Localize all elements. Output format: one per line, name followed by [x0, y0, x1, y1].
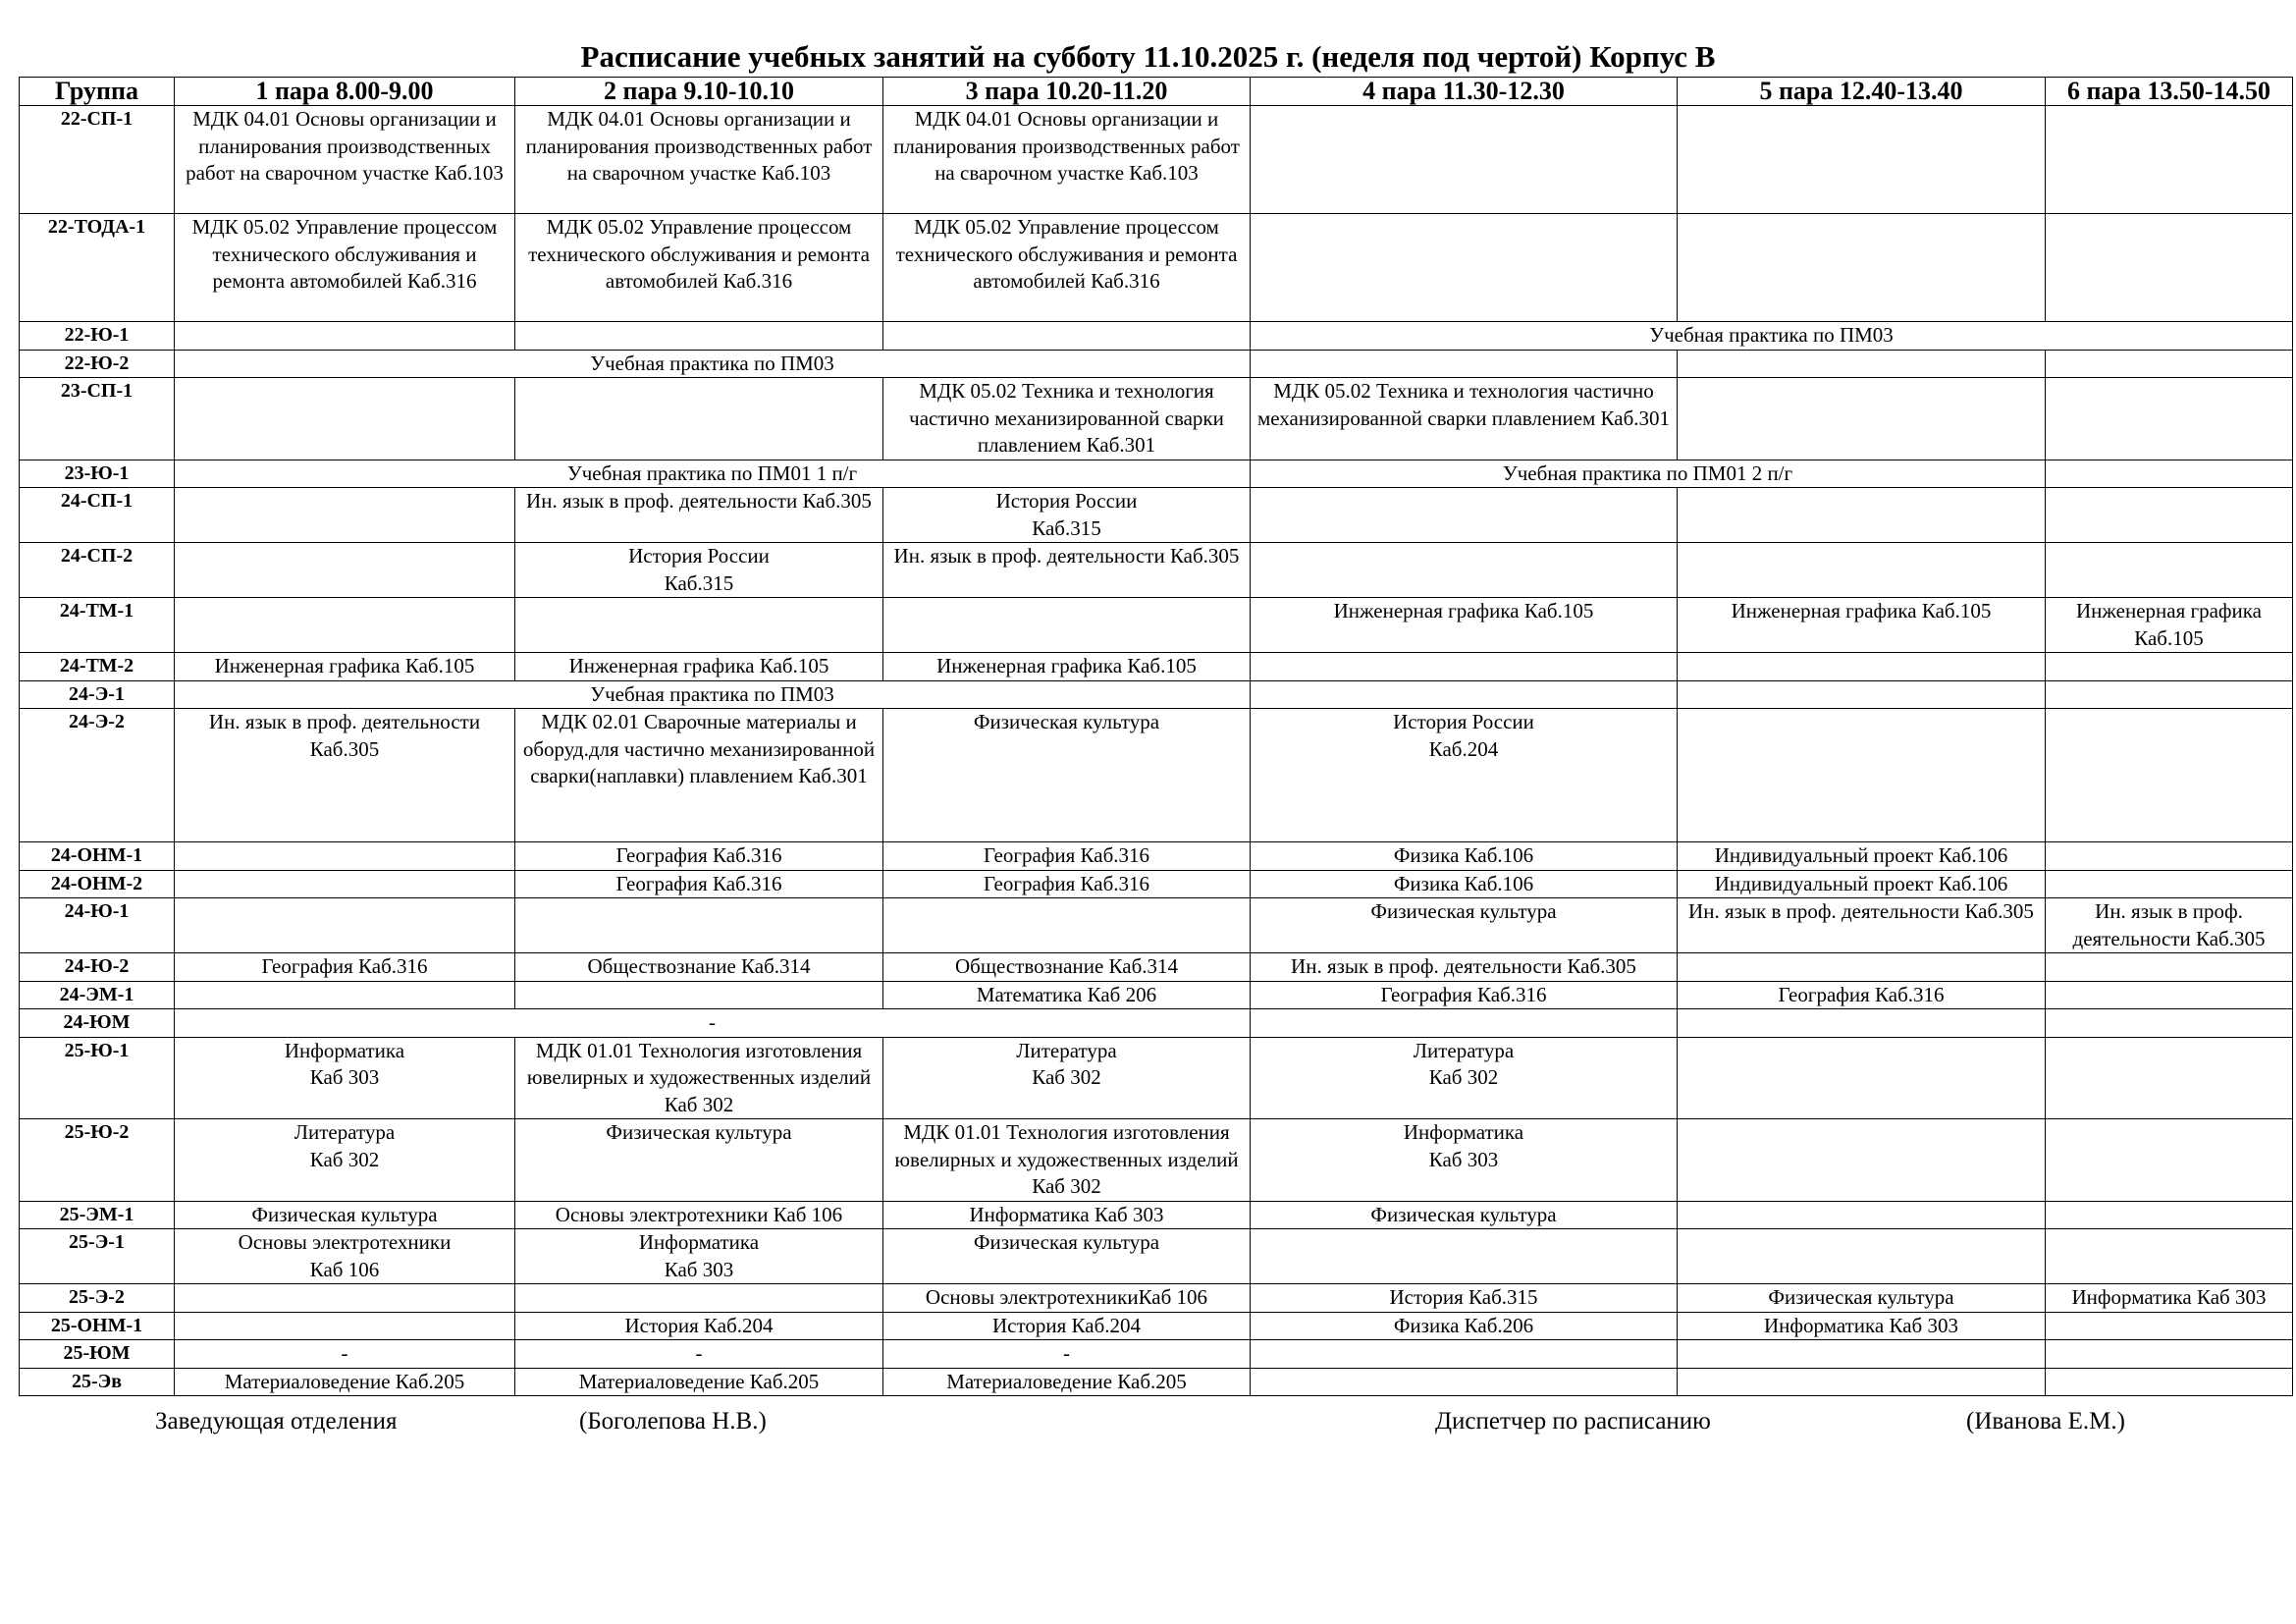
lesson-cell	[515, 898, 883, 953]
lesson-cell: История Каб.315	[1251, 1284, 1678, 1313]
lesson-cell: Ин. язык в проф. деятельности Каб.305	[1678, 898, 2046, 953]
lesson-cell: Информатика Каб 303	[1678, 1312, 2046, 1340]
lesson-cell: МДК 05.02 Управление процессом технического обслуживания и ремонта автомобилей Каб.316	[175, 214, 515, 322]
table-row	[20, 870, 2293, 898]
lesson-cell	[2046, 488, 2293, 543]
lesson-cell: Физика Каб.206	[1251, 1312, 1678, 1340]
lesson-cell: Ин. язык в проф. деятельности Каб.305	[515, 488, 883, 543]
lesson-cell: Физическая культура	[1251, 1201, 1678, 1229]
table-row	[20, 709, 2293, 842]
table-row	[20, 543, 2293, 598]
lesson-cell: МДК 05.02 Управление процессом технического обслуживания и ремонта автомобилей Каб.316	[883, 214, 1251, 322]
lesson-cell	[1678, 350, 2046, 378]
header-period-5: 5 пара 12.40-13.40	[1678, 78, 2046, 106]
lesson-cell: Физическая культура	[175, 1201, 515, 1229]
lesson-cell	[515, 378, 883, 460]
lesson-cell: Физика Каб.106	[1251, 842, 1678, 871]
group-cell: 23-СП-1	[20, 378, 175, 460]
lesson-cell	[2046, 214, 2293, 322]
group-cell: 25-Э-2	[20, 1284, 175, 1313]
table-row	[20, 1312, 2293, 1340]
lesson-cell: Индивидуальный проект Каб.106	[1678, 842, 2046, 871]
lesson-cell: -	[175, 1009, 1251, 1038]
schedule-body	[20, 106, 2293, 1396]
lesson-cell: Учебная практика по ПМ03	[1251, 322, 2293, 351]
lesson-cell: География Каб.316	[515, 870, 883, 898]
group-cell: 24-Ю-1	[20, 898, 175, 953]
table-row	[20, 1368, 2293, 1396]
lesson-cell	[175, 488, 515, 543]
lesson-cell	[175, 378, 515, 460]
lesson-cell: МДК 05.02 Управление процессом технического обслуживания и ремонта автомобилей Каб.316	[515, 214, 883, 322]
lesson-cell: География Каб.316	[1251, 981, 1678, 1009]
lesson-cell	[1251, 350, 1678, 378]
table-row	[20, 680, 2293, 709]
table-row	[20, 842, 2293, 871]
lesson-cell	[2046, 350, 2293, 378]
group-cell: 24-ОНМ-2	[20, 870, 175, 898]
lesson-cell	[1678, 1229, 2046, 1284]
lesson-cell: -	[883, 1340, 1251, 1369]
lesson-cell: Учебная практика по ПМ01 2 п/г	[1251, 460, 2046, 488]
lesson-cell: География Каб.316	[883, 842, 1251, 871]
lesson-cell	[2046, 1340, 2293, 1369]
header-period-3: 3 пара 10.20-11.20	[883, 78, 1251, 106]
lesson-cell: Материаловедение Каб.205	[515, 1368, 883, 1396]
lesson-cell: Учебная практика по ПМ03	[175, 680, 1251, 709]
lesson-cell	[1678, 953, 2046, 982]
lesson-cell: Физическая культура	[1678, 1284, 2046, 1313]
lesson-cell: -	[175, 1340, 515, 1369]
lesson-cell	[175, 543, 515, 598]
lesson-cell	[515, 1284, 883, 1313]
lesson-cell	[175, 981, 515, 1009]
lesson-cell: Инженерная графика Каб.105	[2046, 598, 2293, 653]
lesson-cell: Инженерная графика Каб.105	[1251, 598, 1678, 653]
lesson-cell: Ин. язык в проф. деятельности Каб.305	[883, 543, 1251, 598]
lesson-cell	[1251, 653, 1678, 681]
lesson-cell: МДК 04.01 Основы организации и планирования производственных работ на сварочном участке Каб.103	[883, 106, 1251, 214]
lesson-cell: МДК 05.02 Техника и технология частично механизированной сварки плавлением Каб.301	[883, 378, 1251, 460]
lesson-cell	[2046, 543, 2293, 598]
lesson-cell: История России Каб.315	[515, 543, 883, 598]
table-row	[20, 598, 2293, 653]
table-row	[20, 1284, 2293, 1313]
lesson-cell	[175, 870, 515, 898]
dispatcher-name: (Иванова Е.М.)	[1966, 1408, 2125, 1435]
header-period-6: 6 пара 13.50-14.50	[2046, 78, 2293, 106]
lesson-cell	[515, 322, 883, 351]
lesson-cell: Литература Каб 302	[1251, 1037, 1678, 1119]
group-cell: 24-ОНМ-1	[20, 842, 175, 871]
lesson-cell	[1251, 214, 1678, 322]
lesson-cell	[1251, 1340, 1678, 1369]
lesson-cell: Физическая культура	[1251, 898, 1678, 953]
lesson-cell: Основы электротехники Каб 106	[175, 1229, 515, 1284]
lesson-cell	[1251, 106, 1678, 214]
table-row	[20, 214, 2293, 322]
lesson-cell	[1251, 680, 1678, 709]
lesson-cell: Физика Каб.106	[1251, 870, 1678, 898]
lesson-cell: МДК 04.01 Основы организации и планирования производственных работ на сварочном участке Каб.103	[515, 106, 883, 214]
lesson-cell: -	[515, 1340, 883, 1369]
group-cell: 24-ЮМ	[20, 1009, 175, 1038]
lesson-cell	[2046, 1037, 2293, 1119]
lesson-cell	[2046, 460, 2293, 488]
lesson-cell: География Каб.316	[883, 870, 1251, 898]
lesson-cell: Физическая культура	[515, 1119, 883, 1202]
group-cell: 24-СП-2	[20, 543, 175, 598]
lesson-cell: География Каб.316	[1678, 981, 2046, 1009]
lesson-cell: Информатика Каб 303	[883, 1201, 1251, 1229]
lesson-cell: География Каб.316	[175, 953, 515, 982]
lesson-cell	[1251, 543, 1678, 598]
lesson-cell	[1678, 1037, 2046, 1119]
lesson-cell: Литература Каб 302	[175, 1119, 515, 1202]
lesson-cell: Физическая культура	[883, 1229, 1251, 1284]
lesson-cell: Ин. язык в проф. деятельности Каб.305	[1251, 953, 1678, 982]
schedule-table	[19, 77, 2293, 1396]
table-row	[20, 488, 2293, 543]
head-name: (Боголепова Н.В.)	[579, 1408, 767, 1435]
lesson-cell	[1678, 1119, 2046, 1202]
lesson-cell	[1678, 1009, 2046, 1038]
lesson-cell	[175, 1284, 515, 1313]
table-row	[20, 953, 2293, 982]
group-cell: 25-ЭМ-1	[20, 1201, 175, 1229]
group-cell: 25-Эв	[20, 1368, 175, 1396]
table-row	[20, 106, 2293, 214]
header-period-1: 1 пара 8.00-9.00	[175, 78, 515, 106]
table-row	[20, 1009, 2293, 1038]
table-row	[20, 1037, 2293, 1119]
lesson-cell: Учебная практика по ПМ03	[175, 350, 1251, 378]
lesson-cell: МДК 01.01 Технология изготовления ювелирных и художественных изделий Каб 302	[883, 1119, 1251, 1202]
lesson-cell: МДК 05.02 Техника и технология частично механизированной сварки плавлением Каб.301	[1251, 378, 1678, 460]
group-cell: 25-Э-1	[20, 1229, 175, 1284]
lesson-cell: МДК 04.01 Основы организации и планирования производственных работ на сварочном участке Каб.103	[175, 106, 515, 214]
lesson-cell: Инженерная графика Каб.105	[515, 653, 883, 681]
lesson-cell	[2046, 106, 2293, 214]
lesson-cell: Обществознание Каб.314	[515, 953, 883, 982]
lesson-cell: Инженерная графика Каб.105	[175, 653, 515, 681]
head-role: Заведующая отделения	[155, 1408, 398, 1435]
group-cell: 25-Ю-2	[20, 1119, 175, 1202]
lesson-cell	[1678, 488, 2046, 543]
lesson-cell: Основы электротехники Каб 106	[515, 1201, 883, 1229]
lesson-cell	[2046, 1229, 2293, 1284]
lesson-cell	[2046, 1312, 2293, 1340]
group-cell: 22-Ю-1	[20, 322, 175, 351]
lesson-cell	[2046, 842, 2293, 871]
lesson-cell	[1678, 653, 2046, 681]
group-cell: 25-Ю-1	[20, 1037, 175, 1119]
table-row	[20, 322, 2293, 351]
lesson-cell: МДК 02.01 Сварочные материалы и оборуд.для частично механизированной сварки(наплавки) плавлением Каб.301	[515, 709, 883, 842]
lesson-cell	[175, 322, 515, 351]
lesson-cell: Инженерная графика Каб.105	[1678, 598, 2046, 653]
group-cell: 24-Э-2	[20, 709, 175, 842]
lesson-cell	[175, 842, 515, 871]
lesson-cell: Индивидуальный проект Каб.106	[1678, 870, 2046, 898]
lesson-cell: Информатика Каб 303	[1251, 1119, 1678, 1202]
group-cell: 22-ТОДА-1	[20, 214, 175, 322]
lesson-cell	[1251, 1229, 1678, 1284]
table-row	[20, 378, 2293, 460]
lesson-cell	[515, 598, 883, 653]
table-row	[20, 898, 2293, 953]
header-period-4: 4 пара 11.30-12.30	[1251, 78, 1678, 106]
lesson-cell	[1678, 1368, 2046, 1396]
group-cell: 24-ТМ-2	[20, 653, 175, 681]
lesson-cell	[2046, 1201, 2293, 1229]
lesson-cell: История России Каб.204	[1251, 709, 1678, 842]
lesson-cell	[1678, 378, 2046, 460]
lesson-cell: Обществознание Каб.314	[883, 953, 1251, 982]
lesson-cell: История России Каб.315	[883, 488, 1251, 543]
lesson-cell	[1678, 214, 2046, 322]
lesson-cell: МДК 01.01 Технология изготовления ювелирных и художественных изделий Каб 302	[515, 1037, 883, 1119]
lesson-cell: Математика Каб 206	[883, 981, 1251, 1009]
group-cell: 24-СП-1	[20, 488, 175, 543]
header-group: Группа	[20, 78, 175, 106]
group-cell: 24-Ю-2	[20, 953, 175, 982]
group-cell: 22-СП-1	[20, 106, 175, 214]
lesson-cell: Информатика Каб 303	[175, 1037, 515, 1119]
lesson-cell	[2046, 953, 2293, 982]
lesson-cell: Ин. язык в проф. деятельности Каб.305	[175, 709, 515, 842]
lesson-cell	[2046, 709, 2293, 842]
lesson-cell	[2046, 378, 2293, 460]
table-row	[20, 1201, 2293, 1229]
group-cell: 25-ЮМ	[20, 1340, 175, 1369]
lesson-cell	[1251, 1368, 1678, 1396]
lesson-cell	[175, 898, 515, 953]
dispatcher-role: Диспетчер по расписанию	[1435, 1408, 1711, 1435]
lesson-cell: История Каб.204	[515, 1312, 883, 1340]
lesson-cell: Учебная практика по ПМ01 1 п/г	[175, 460, 1251, 488]
table-row	[20, 653, 2293, 681]
lesson-cell	[175, 1312, 515, 1340]
lesson-cell: Ин. язык в проф. деятельности Каб.305	[2046, 898, 2293, 953]
lesson-cell: Литература Каб 302	[883, 1037, 1251, 1119]
lesson-cell	[2046, 1119, 2293, 1202]
lesson-cell	[175, 598, 515, 653]
lesson-cell: География Каб.316	[515, 842, 883, 871]
table-row	[20, 1119, 2293, 1202]
lesson-cell	[2046, 653, 2293, 681]
group-cell: 25-ОНМ-1	[20, 1312, 175, 1340]
lesson-cell	[1678, 709, 2046, 842]
lesson-cell	[2046, 870, 2293, 898]
lesson-cell	[2046, 680, 2293, 709]
header-row	[20, 78, 2293, 106]
lesson-cell	[1251, 1009, 1678, 1038]
lesson-cell	[2046, 1368, 2293, 1396]
lesson-cell	[1678, 680, 2046, 709]
group-cell: 24-Э-1	[20, 680, 175, 709]
lesson-cell: Информатика Каб 303	[2046, 1284, 2293, 1313]
lesson-cell: Информатика Каб 303	[515, 1229, 883, 1284]
group-cell: 22-Ю-2	[20, 350, 175, 378]
lesson-cell	[883, 598, 1251, 653]
table-row	[20, 460, 2293, 488]
group-cell: 23-Ю-1	[20, 460, 175, 488]
group-cell: 24-ЭМ-1	[20, 981, 175, 1009]
lesson-cell: Материаловедение Каб.205	[883, 1368, 1251, 1396]
lesson-cell	[1678, 1201, 2046, 1229]
lesson-cell	[883, 322, 1251, 351]
lesson-cell: Основы электротехникиКаб 106	[883, 1284, 1251, 1313]
group-cell: 24-ТМ-1	[20, 598, 175, 653]
lesson-cell	[1251, 488, 1678, 543]
lesson-cell	[1678, 1340, 2046, 1369]
lesson-cell: История Каб.204	[883, 1312, 1251, 1340]
lesson-cell	[515, 981, 883, 1009]
table-row	[20, 350, 2293, 378]
table-row	[20, 1340, 2293, 1369]
lesson-cell	[883, 898, 1251, 953]
lesson-cell	[1678, 543, 2046, 598]
lesson-cell	[2046, 981, 2293, 1009]
table-row	[20, 1229, 2293, 1284]
lesson-cell	[2046, 1009, 2293, 1038]
page-title: Расписание учебных занятий на субботу 11.10.2025 г. (неделя под чертой) Корпус В	[580, 39, 1716, 74]
header-period-2: 2 пара 9.10-10.10	[515, 78, 883, 106]
table-row	[20, 981, 2293, 1009]
lesson-cell: Физическая культура	[883, 709, 1251, 842]
lesson-cell: Инженерная графика Каб.105	[883, 653, 1251, 681]
lesson-cell	[1678, 106, 2046, 214]
lesson-cell: Материаловедение Каб.205	[175, 1368, 515, 1396]
